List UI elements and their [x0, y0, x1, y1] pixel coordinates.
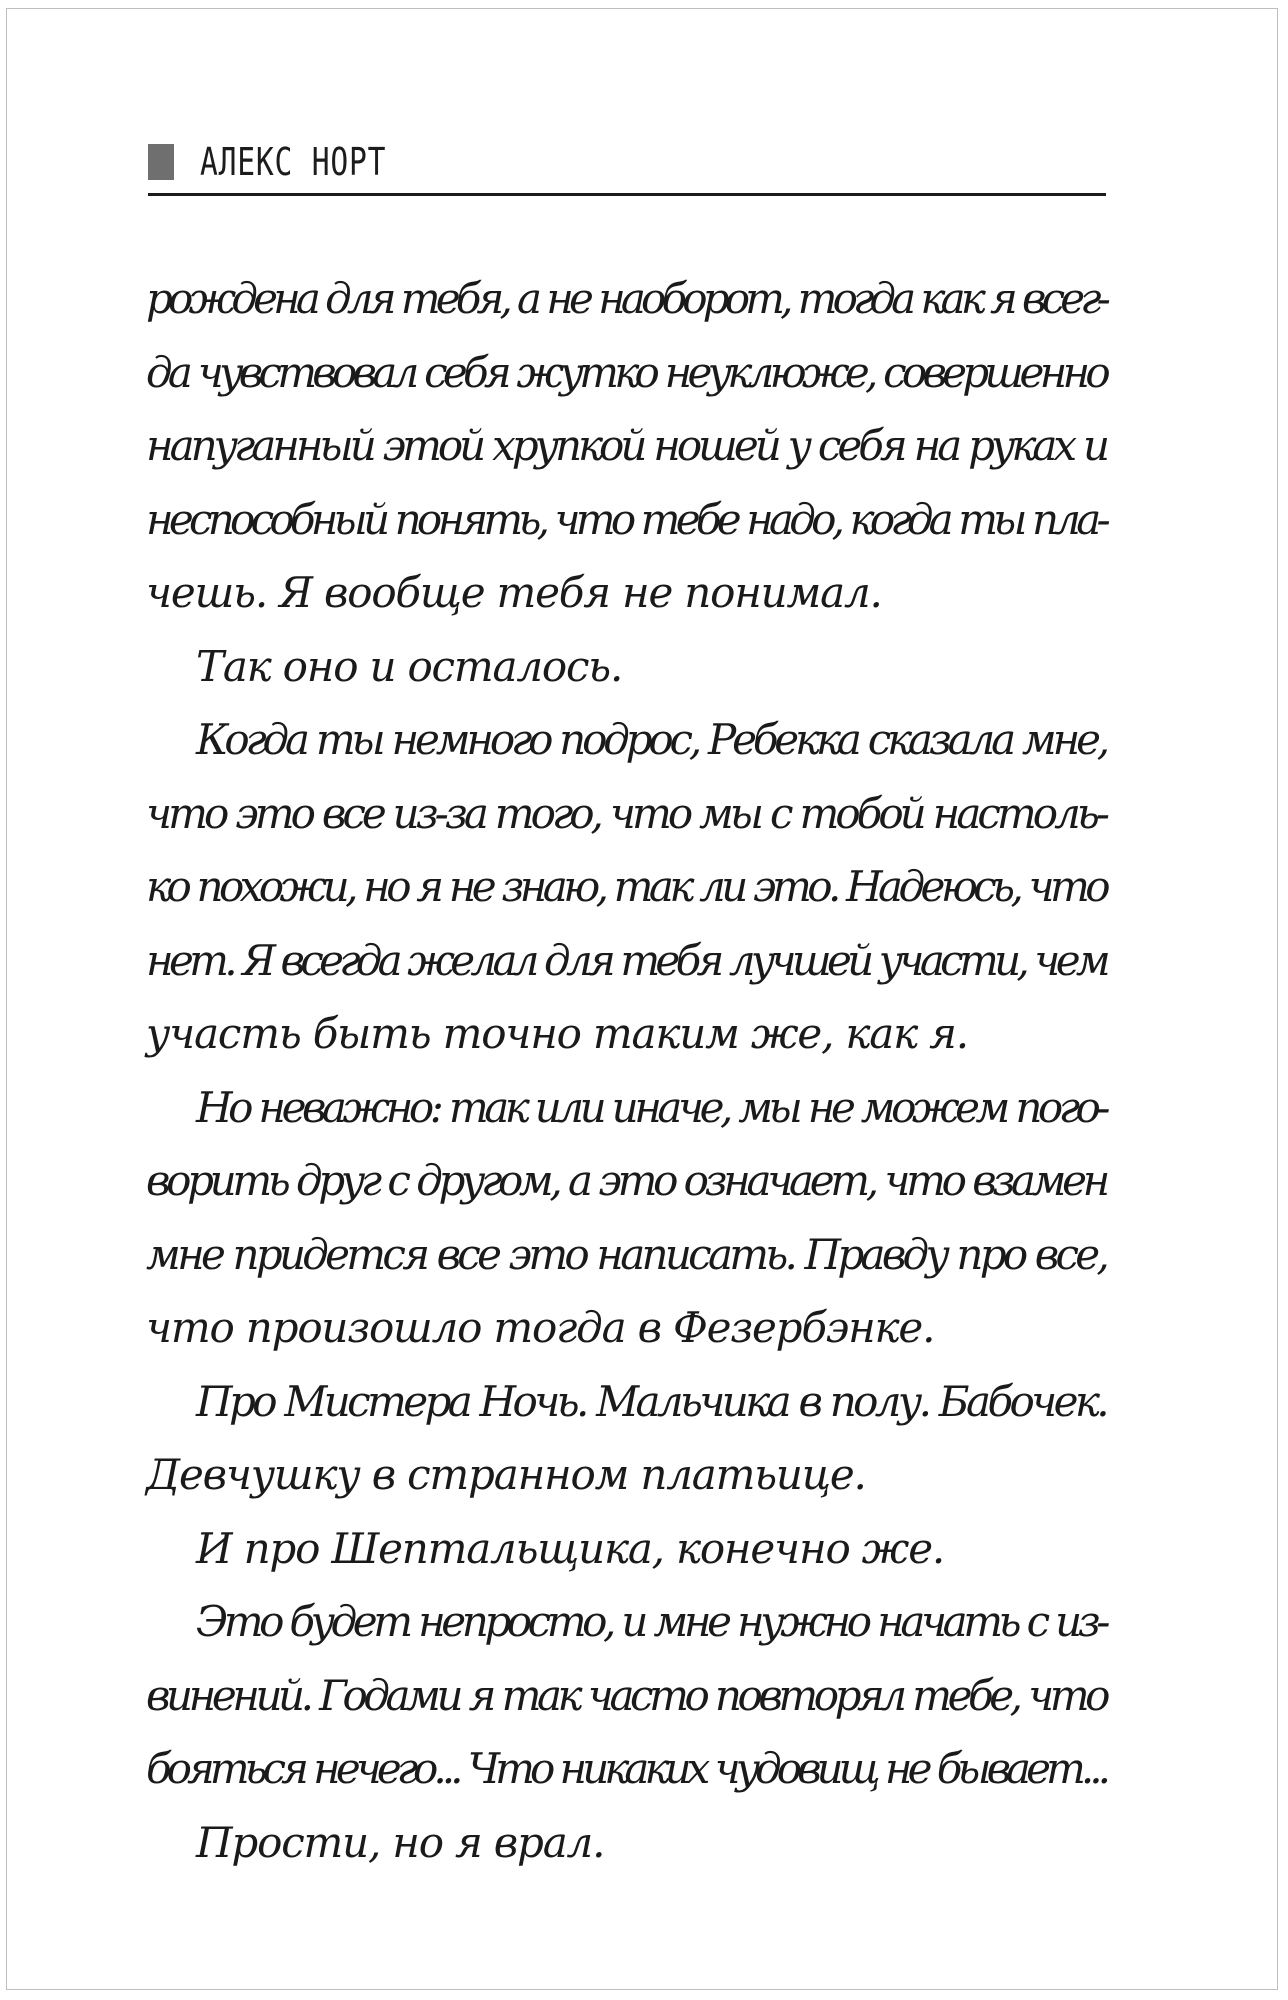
running-head-author: АЛЕКС НОРТ	[200, 140, 387, 184]
text-line: ко похожи, но я не знаю, так ли это. Надеюсь, что	[146, 862, 1106, 911]
text-line: мне придется все это написать. Правду про все,	[146, 1229, 1106, 1279]
text-line: нет. Я всегда желал для тебя лучшей участи, чем	[146, 935, 1106, 985]
text-line: участь быть точно таким же, как я.	[146, 1009, 968, 1058]
text-line: что произошло тогда в Фезербэнке.	[146, 1303, 935, 1352]
text-line: Когда ты немного подрос, Ребекка сказала мне,	[196, 715, 1106, 764]
header-rule	[148, 193, 1106, 196]
text-line: Это будет непросто, и мне нужно начать с из-	[196, 1597, 1106, 1646]
text-line: Но неважно: так или иначе, мы не можем пого-	[196, 1082, 1106, 1132]
text-line: винений. Годами я так часто повторял тебе, что	[146, 1670, 1106, 1720]
text-line: бояться нечего... Что никаких чудовищ не бывает...	[146, 1744, 1106, 1793]
text-line: Прости, но я врал.	[196, 1817, 605, 1867]
running-head	[148, 136, 1106, 196]
text-line: неспособный понять, что тебе надо, когда ты пла-	[146, 494, 1106, 544]
text-line: да чувствовал себя жутко неуклюже, совершенно	[146, 347, 1106, 397]
text-line: напуганный этой хрупкой ношей у себя на руках и	[146, 421, 1106, 470]
text-line: рождена для тебя, а не наоборот, тогда как я всег-	[146, 274, 1106, 323]
text-line: Так оно и осталось.	[196, 641, 623, 691]
text-line: чешь. Я вообще тебя не понимал.	[146, 568, 882, 617]
text-line: Про Мистера Ночь. Мальчика в полу. Бабочек.	[196, 1376, 1106, 1426]
text-line: Девчушку в странном платьице.	[146, 1450, 866, 1499]
text-line: ворить друг с другом, а это означает, что взамен	[146, 1156, 1106, 1205]
text-line: И про Шептальщика, конечно же.	[196, 1523, 945, 1573]
header-square-mark	[148, 144, 174, 180]
text-line: что это все из-за того, что мы с тобой настоль-	[146, 788, 1106, 838]
page-body-text	[146, 262, 1106, 1879]
